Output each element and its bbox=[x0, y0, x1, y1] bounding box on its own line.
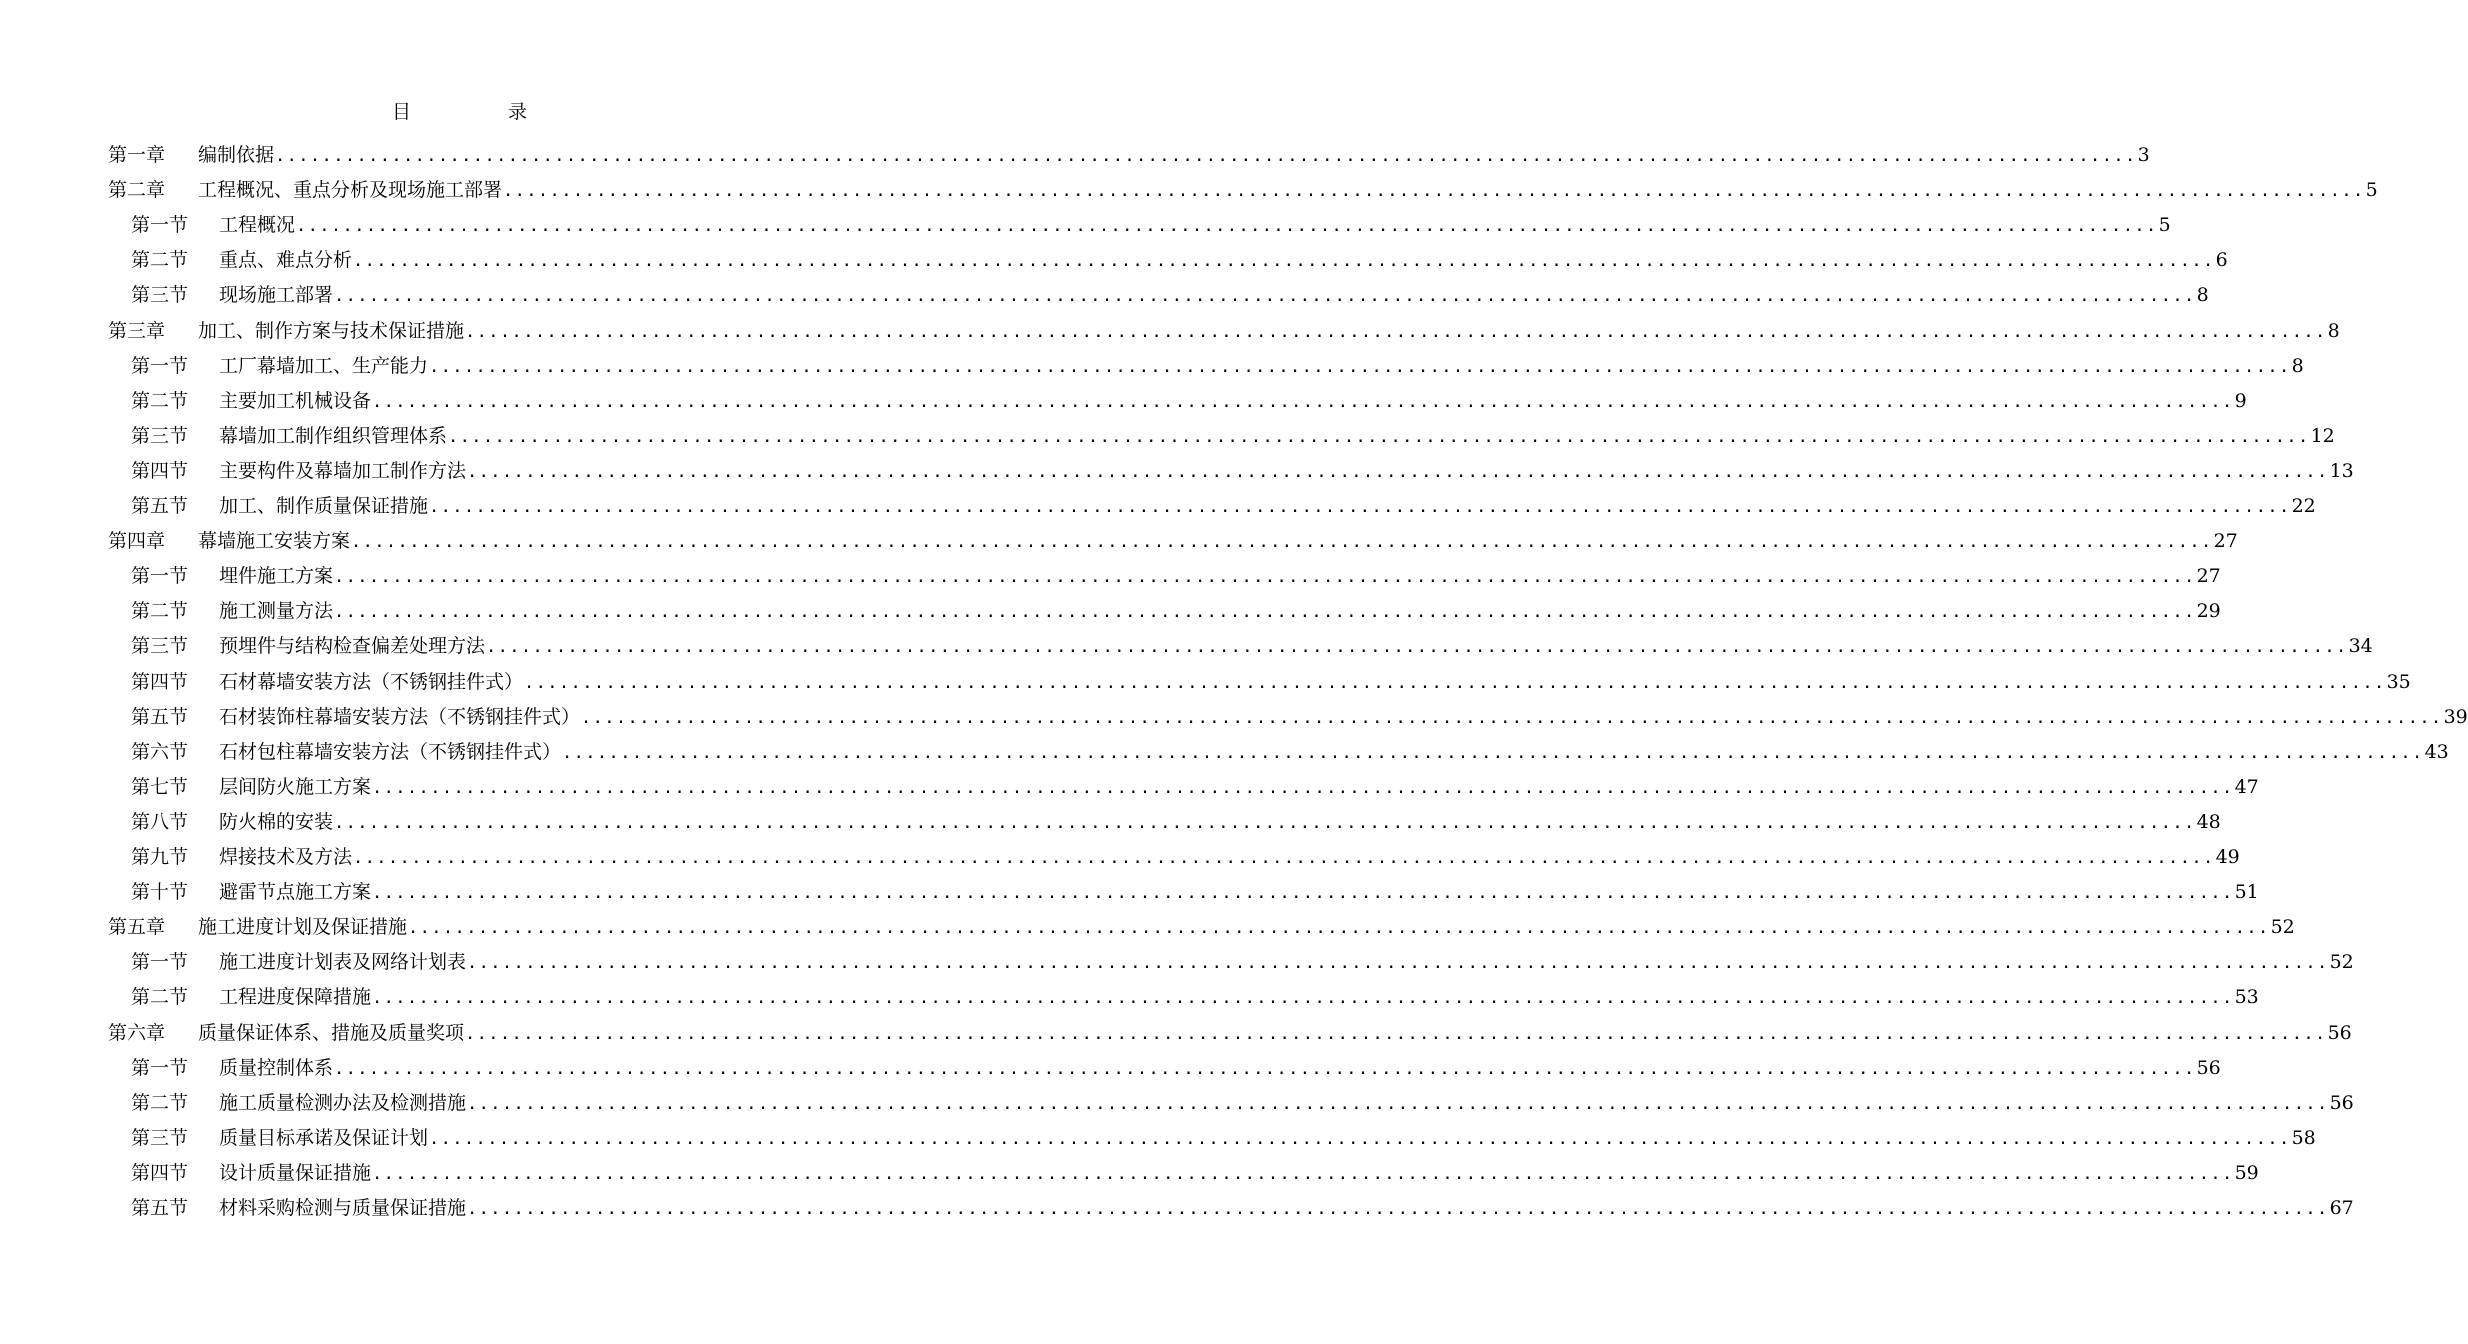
toc-entry-text: 主要构件及幕墙加工制作方法 bbox=[219, 459, 467, 482]
toc-chapter-entry[interactable] bbox=[0, 912, 2295, 942]
toc-entry-text: 防火棉的安装 bbox=[219, 810, 334, 833]
toc-dot-leader: ................................................................................................................................................................ bbox=[467, 1199, 2329, 1219]
toc-section-entry[interactable] bbox=[0, 561, 2221, 591]
toc-entry-text: 质量目标承诺及保证计划 bbox=[219, 1126, 429, 1149]
toc-page-number: 51 bbox=[2234, 881, 2259, 904]
toc-section-entry[interactable] bbox=[0, 1088, 2354, 1118]
toc-section-entry[interactable] bbox=[0, 947, 2354, 977]
toc-entry-text: 施工进度计划表及网络计划表 bbox=[219, 951, 467, 974]
toc-dot-leader: ................................................................................................................................................................ bbox=[334, 602, 2196, 623]
toc-chapter-entry[interactable] bbox=[0, 175, 2378, 205]
toc-dot-leader: ................................................................................................................................................................ bbox=[486, 637, 2348, 658]
toc-section-entry[interactable] bbox=[0, 1158, 2259, 1188]
toc-page-number: 56 bbox=[2196, 1056, 2221, 1079]
toc-entry-label: 第三节 bbox=[131, 424, 189, 447]
toc-section-entry[interactable] bbox=[0, 1193, 2354, 1223]
toc-section-entry[interactable] bbox=[0, 245, 2228, 275]
toc-entry-label: 第四节 bbox=[131, 670, 189, 693]
toc-section-entry[interactable] bbox=[0, 877, 2259, 907]
toc-entry-text: 重点、难点分析 bbox=[219, 249, 353, 272]
toc-page-number: 27 bbox=[2213, 530, 2238, 553]
toc-dot-leader: ................................................................................................................................................................ bbox=[562, 742, 2424, 763]
toc-entry-text: 焊接技术及方法 bbox=[219, 846, 353, 868]
toc-entry-label: 第三节 bbox=[131, 635, 189, 658]
toc-page-number: 53 bbox=[2234, 986, 2259, 1009]
toc-dot-leader: ................................................................................................................................................................ bbox=[372, 988, 2234, 1009]
toc-page-number: 56 bbox=[2327, 1021, 2352, 1044]
toc-dot-leader: ................................................................................................................................................................ bbox=[465, 1023, 2327, 1044]
toc-entry-label: 第一节 bbox=[131, 214, 189, 237]
toc-page-number: 67 bbox=[2329, 1197, 2354, 1219]
toc-dot-leader: ................................................................................................................................................................ bbox=[465, 321, 2327, 342]
toc-dot-leader: ................................................................................................................................................................ bbox=[503, 181, 2365, 202]
toc-entry-text: 工程概况、重点分析及现场施工部署 bbox=[198, 179, 503, 202]
toc-entry-text: 避雷节点施工方案 bbox=[219, 881, 372, 904]
toc-dot-leader: ................................................................................................................................................................ bbox=[334, 286, 2196, 307]
toc-page-number: 34 bbox=[2348, 635, 2373, 658]
toc-dot-leader: ................................................................................................................................................................ bbox=[353, 848, 2215, 868]
toc-page-number: 52 bbox=[2270, 916, 2295, 939]
toc-dot-leader: ................................................................................................................................................................ bbox=[334, 1058, 2196, 1079]
toc-page-number: 22 bbox=[2291, 495, 2316, 517]
toc-dot-leader: ................................................................................................................................................................ bbox=[334, 567, 2196, 588]
toc-dot-leader: ................................................................................................................................................................ bbox=[581, 707, 2443, 728]
toc-entry-label: 第三章 bbox=[108, 319, 166, 342]
toc-dot-leader: ................................................................................................................................................................ bbox=[275, 146, 2137, 166]
toc-entry-label: 第七节 bbox=[131, 775, 189, 798]
toc-entry-text: 埋件施工方案 bbox=[219, 565, 334, 588]
toc-dot-leader: ................................................................................................................................................................ bbox=[429, 497, 2291, 517]
toc-entry-label: 第二节 bbox=[131, 389, 189, 412]
toc-chapter-entry[interactable] bbox=[0, 140, 2150, 170]
toc-entry-text: 质量保证体系、措施及质量奖项 bbox=[198, 1021, 465, 1044]
toc-entry-label: 第三节 bbox=[131, 284, 189, 307]
toc-dot-leader: ................................................................................................................................................................ bbox=[372, 1163, 2234, 1184]
toc-section-entry[interactable] bbox=[0, 631, 2373, 661]
toc-chapter-entry[interactable] bbox=[0, 526, 2238, 556]
toc-page-number: 48 bbox=[2196, 810, 2221, 833]
toc-page-number: 8 bbox=[2291, 354, 2304, 377]
toc-page-number: 12 bbox=[2310, 424, 2335, 447]
toc-page-number: 52 bbox=[2329, 951, 2354, 974]
toc-section-entry[interactable] bbox=[0, 842, 2240, 872]
toc-dot-leader: ................................................................................................................................................................ bbox=[467, 461, 2329, 482]
toc-dot-leader: ................................................................................................................................................................ bbox=[448, 426, 2310, 447]
toc-entry-label: 第一节 bbox=[131, 354, 189, 377]
toc-section-entry[interactable] bbox=[0, 421, 2335, 451]
toc-section-entry[interactable] bbox=[0, 210, 2171, 240]
toc-chapter-entry[interactable] bbox=[0, 316, 2340, 346]
toc-entry-label: 第五节 bbox=[131, 495, 189, 517]
toc-section-entry[interactable] bbox=[0, 982, 2259, 1012]
toc-entry-label: 第二节 bbox=[131, 986, 189, 1009]
toc-entry-text: 层间防火施工方案 bbox=[219, 775, 372, 798]
toc-section-entry[interactable] bbox=[0, 702, 2468, 732]
toc-page-number: 8 bbox=[2327, 319, 2340, 342]
toc-section-entry[interactable] bbox=[0, 667, 2411, 697]
toc-dot-leader: ................................................................................................................................................................ bbox=[467, 1093, 2329, 1114]
toc-entry-text: 工程概况 bbox=[219, 214, 296, 237]
toc-section-entry[interactable] bbox=[0, 386, 2247, 416]
toc-entry-text: 主要加工机械设备 bbox=[219, 389, 372, 412]
toc-entry-text: 工程进度保障措施 bbox=[219, 986, 372, 1009]
toc-section-entry[interactable] bbox=[0, 491, 2316, 521]
toc-section-entry[interactable] bbox=[0, 1053, 2221, 1083]
toc-dot-leader: ................................................................................................................................................................ bbox=[467, 953, 2329, 974]
toc-section-entry[interactable] bbox=[0, 807, 2221, 837]
toc-page-number: 49 bbox=[2215, 846, 2240, 868]
toc-dot-leader: ................................................................................................................................................................ bbox=[296, 216, 2158, 237]
toc-page-number: 47 bbox=[2234, 775, 2259, 798]
toc-entry-text: 幕墙加工制作组织管理体系 bbox=[219, 424, 448, 447]
toc-title-part2: 录 bbox=[508, 101, 528, 123]
toc-dot-leader: ................................................................................................................................................................ bbox=[524, 672, 2386, 693]
toc-section-entry[interactable] bbox=[0, 280, 2209, 310]
toc-dot-leader: ................................................................................................................................................................ bbox=[334, 812, 2196, 833]
toc-entry-label: 第十节 bbox=[131, 881, 189, 904]
toc-entry-label: 第一节 bbox=[131, 565, 189, 588]
toc-entry-label: 第三节 bbox=[131, 1126, 189, 1149]
toc-chapter-entry[interactable] bbox=[0, 1018, 2352, 1048]
toc-entry-label: 第五节 bbox=[131, 1197, 189, 1219]
toc-page-number: 56 bbox=[2329, 1091, 2354, 1114]
toc-entry-label: 第九节 bbox=[131, 846, 189, 868]
toc-entry-label: 第六章 bbox=[108, 1021, 166, 1044]
toc-page-number: 35 bbox=[2386, 670, 2411, 693]
toc-page-number: 9 bbox=[2234, 389, 2247, 412]
toc-entry-label: 第二节 bbox=[131, 600, 189, 623]
toc-dot-leader: ................................................................................................................................................................ bbox=[353, 251, 2215, 272]
toc-entry-label: 第二节 bbox=[131, 1091, 189, 1114]
toc-page-number: 58 bbox=[2291, 1126, 2316, 1149]
toc-dot-leader: ................................................................................................................................................................ bbox=[408, 918, 2270, 939]
toc-entry-text: 加工、制作方案与技术保证措施 bbox=[198, 319, 465, 342]
toc-entry-label: 第一章 bbox=[108, 144, 166, 166]
toc-entry-label: 第一节 bbox=[131, 951, 189, 974]
toc-section-entry[interactable] bbox=[0, 596, 2221, 626]
toc-page-number: 13 bbox=[2329, 459, 2354, 482]
toc-page-number: 6 bbox=[2215, 249, 2228, 272]
toc-entry-text: 设计质量保证措施 bbox=[219, 1161, 372, 1184]
toc-entry-text: 施工质量检测办法及检测措施 bbox=[219, 1091, 467, 1114]
toc-entry-label: 第一节 bbox=[131, 1056, 189, 1079]
toc-entry-text: 预埋件与结构检查偏差处理方法 bbox=[219, 635, 486, 658]
toc-entry-text: 石材包柱幕墙安装方法（不锈钢挂件式） bbox=[219, 740, 562, 763]
toc-entry-label: 第四章 bbox=[108, 530, 166, 553]
toc-entry-text: 质量控制体系 bbox=[219, 1056, 334, 1079]
toc-section-entry[interactable] bbox=[0, 351, 2304, 381]
toc-entry-label: 第八节 bbox=[131, 810, 189, 833]
toc-page-number: 27 bbox=[2196, 565, 2221, 588]
toc-entry-text: 材料采购检测与质量保证措施 bbox=[219, 1197, 467, 1219]
toc-dot-leader: ................................................................................................................................................................ bbox=[429, 356, 2291, 377]
toc-entry-text: 施工测量方法 bbox=[219, 600, 334, 623]
toc-entry-label: 第四节 bbox=[131, 459, 189, 482]
toc-dot-leader: ................................................................................................................................................................ bbox=[372, 777, 2234, 798]
toc-entry-text: 工厂幕墙加工、生产能力 bbox=[219, 354, 429, 377]
toc-page-number: 59 bbox=[2234, 1161, 2259, 1184]
toc-dot-leader: ................................................................................................................................................................ bbox=[351, 532, 2213, 553]
toc-title bbox=[0, 98, 950, 126]
toc-page-number: 3 bbox=[2137, 144, 2150, 166]
toc-title-part1: 目 bbox=[392, 101, 412, 123]
toc-entry-label: 第四节 bbox=[131, 1161, 189, 1184]
toc-entry-label: 第五节 bbox=[131, 705, 189, 728]
toc-section-entry[interactable] bbox=[0, 772, 2259, 802]
toc-dot-leader: ................................................................................................................................................................ bbox=[372, 883, 2234, 904]
toc-section-entry[interactable] bbox=[0, 1123, 2316, 1153]
toc-entry-text: 施工进度计划及保证措施 bbox=[198, 916, 408, 939]
toc-dot-leader: ................................................................................................................................................................ bbox=[429, 1128, 2291, 1149]
toc-entry-text: 石材幕墙安装方法（不锈钢挂件式） bbox=[219, 670, 524, 693]
toc-dot-leader: ................................................................................................................................................................ bbox=[372, 391, 2234, 412]
toc-entry-label: 第六节 bbox=[131, 740, 189, 763]
toc-entry-label: 第二节 bbox=[131, 249, 189, 272]
toc-page-number: 5 bbox=[2365, 179, 2378, 202]
toc-entry-text: 石材装饰柱幕墙安装方法（不锈钢挂件式） bbox=[219, 705, 581, 728]
toc-page-number: 29 bbox=[2196, 600, 2221, 623]
toc-page-number: 5 bbox=[2158, 214, 2171, 237]
toc-entry-text: 幕墙施工安装方案 bbox=[198, 530, 351, 553]
toc-entry-text: 编制依据 bbox=[198, 144, 275, 166]
toc-entry-text: 现场施工部署 bbox=[219, 284, 334, 307]
toc-entry-label: 第二章 bbox=[108, 179, 166, 202]
toc-entry-label: 第五章 bbox=[108, 916, 166, 939]
toc-page-number: 39 bbox=[2443, 705, 2468, 728]
toc-entry-text: 加工、制作质量保证措施 bbox=[219, 495, 429, 517]
toc-section-entry[interactable] bbox=[0, 456, 2354, 486]
toc-section-entry[interactable] bbox=[0, 737, 2449, 767]
toc-page-number: 43 bbox=[2424, 740, 2449, 763]
toc-page-number: 8 bbox=[2196, 284, 2209, 307]
